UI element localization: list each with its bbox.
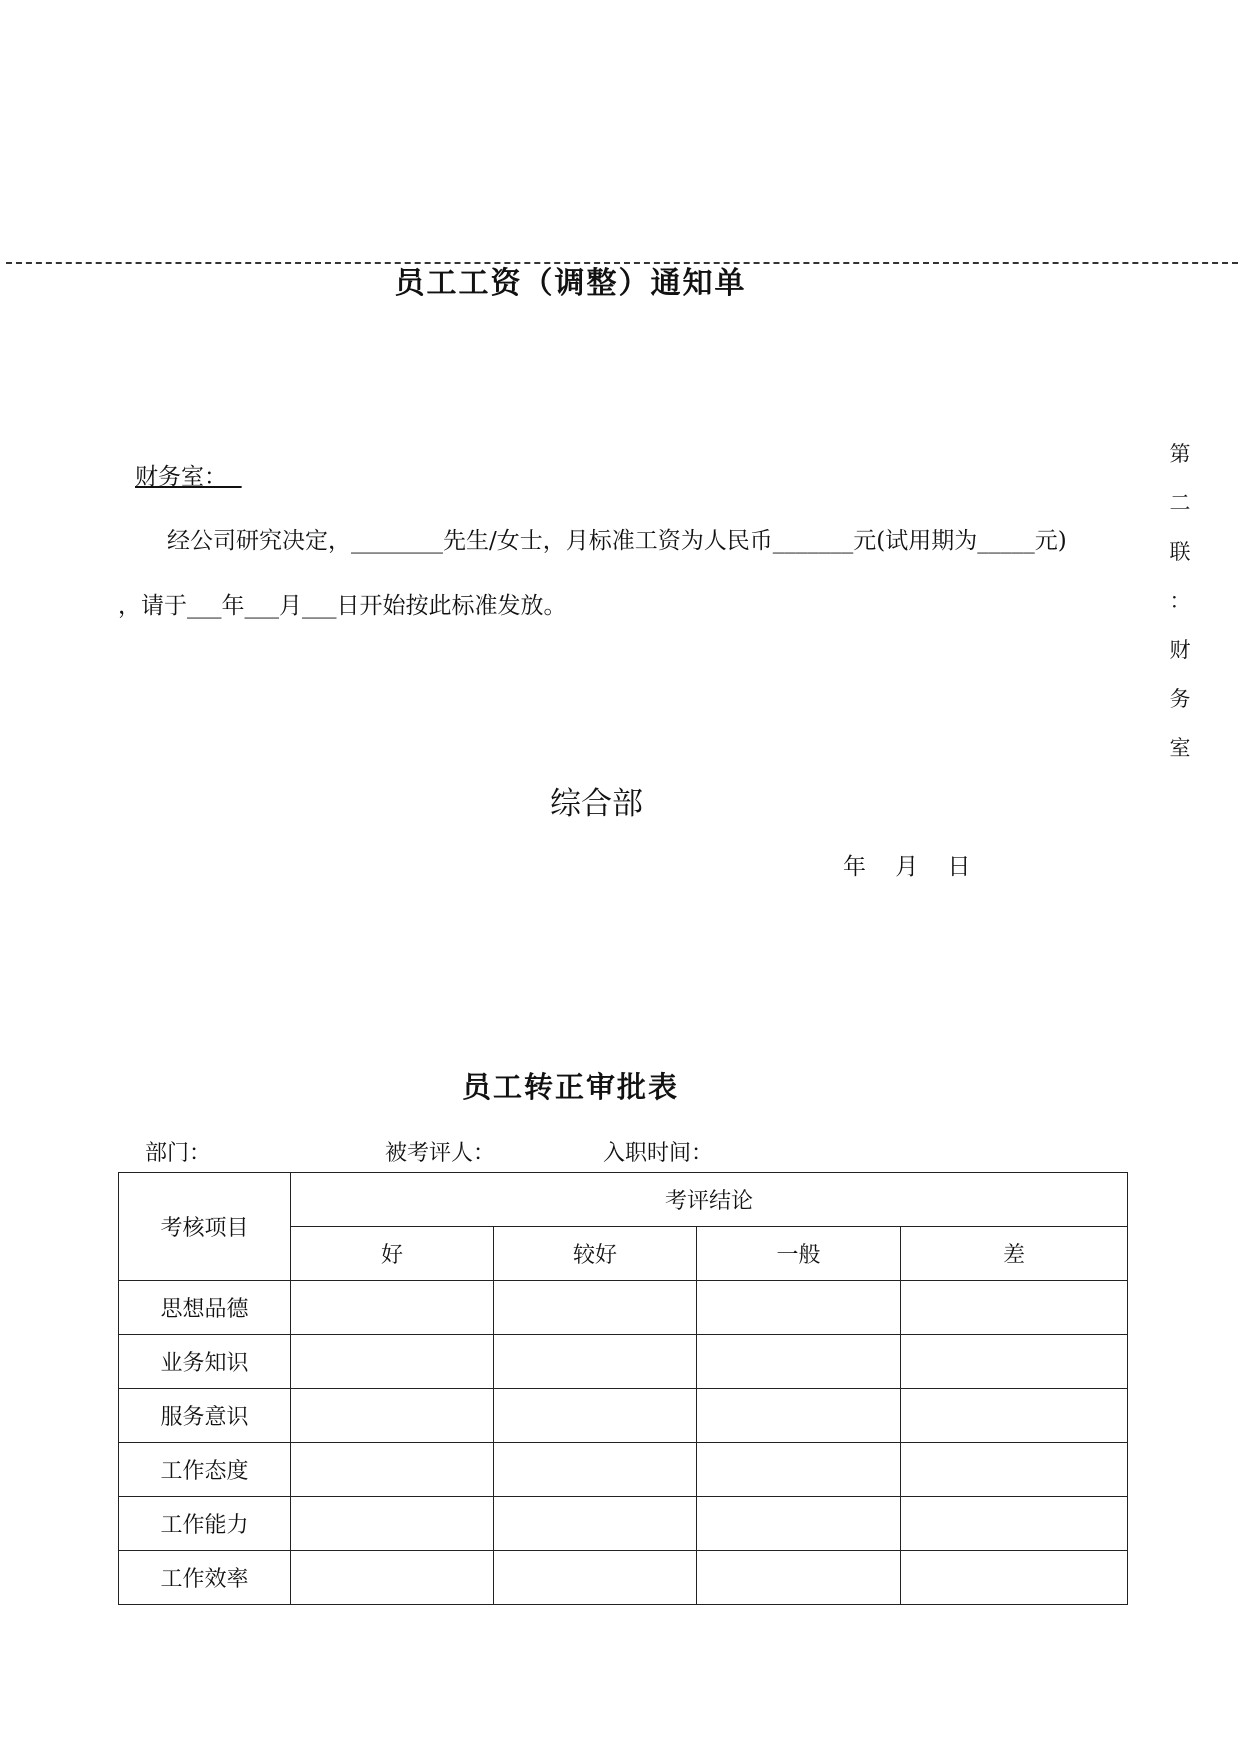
appraisal-table [118,1172,1128,1605]
row-label: 业务知识 [119,1335,291,1389]
grade-cell[interactable] [494,1281,697,1335]
copy-note-char: ： [1169,589,1191,613]
grade-cell[interactable] [494,1551,697,1605]
table-row [119,1389,1128,1443]
result-header: 考评结论 [291,1173,1128,1227]
notice-body-line-2: ，请于___年___月___日开始按此标准发放。 [118,593,567,619]
grade-cell[interactable] [697,1551,901,1605]
appraisee-label: 被考评人： [385,1141,496,1166]
grade-cell[interactable] [494,1335,697,1389]
table-row [119,1497,1128,1551]
copy-note-char: 室 [1169,736,1191,760]
row-label: 服务意识 [119,1389,291,1443]
grade-cell[interactable] [901,1443,1128,1497]
grade-cell[interactable] [291,1551,494,1605]
grade-cell[interactable] [901,1281,1128,1335]
copy-note-char: 第 [1169,442,1191,466]
grade-cell[interactable] [291,1281,494,1335]
grade-cell[interactable] [697,1335,901,1389]
grade-cell[interactable] [697,1389,901,1443]
row-label: 思想品德 [119,1281,291,1335]
grade-cell[interactable] [494,1389,697,1443]
grade-cell[interactable] [901,1335,1128,1389]
signer-department: 综合部 [550,786,643,822]
grade-cell[interactable] [291,1335,494,1389]
table-row [119,1443,1128,1497]
grade-header: 差 [901,1227,1128,1281]
grade-cell[interactable] [697,1443,901,1497]
grade-header: 好 [291,1227,494,1281]
grade-cell[interactable] [697,1281,901,1335]
copy-note-char: 财 [1169,638,1191,662]
grade-cell[interactable] [901,1497,1128,1551]
table-row [119,1281,1128,1335]
notice-body-line-1: 经公司研究决定，________先生/女士，月标准工资为人民币_______元(试用期为_____元) [167,528,1067,554]
table-header-row [119,1173,1128,1227]
grade-cell[interactable] [291,1443,494,1497]
grade-header: 较好 [494,1227,697,1281]
grade-cell[interactable] [291,1497,494,1551]
grade-cell[interactable] [697,1497,901,1551]
grade-cell[interactable] [291,1389,494,1443]
signature-date: 年 月 日 [843,854,971,880]
grade-cell[interactable] [901,1551,1128,1605]
grade-cell[interactable] [494,1443,697,1497]
item-header: 考核项目 [119,1173,291,1281]
grade-cell[interactable] [494,1497,697,1551]
department-label: 部门： [145,1141,212,1166]
row-label: 工作能力 [119,1497,291,1551]
addressee: 财务室： [135,464,242,490]
table-row [119,1551,1128,1605]
notice-title: 员工工资（调整）通知单 [394,266,747,301]
copy-note-char: 联 [1169,540,1191,564]
copy-note-char: 二 [1169,491,1191,515]
copy-note-char: 务 [1169,687,1191,711]
hire-date-label: 入职时间： [603,1141,714,1166]
table-row [119,1335,1128,1389]
grade-header: 一般 [697,1227,901,1281]
row-label: 工作效率 [119,1551,291,1605]
copy-note [1160,430,1200,773]
approval-title: 员工转正审批表 [461,1070,679,1104]
grade-cell[interactable] [901,1389,1128,1443]
row-label: 工作态度 [119,1443,291,1497]
